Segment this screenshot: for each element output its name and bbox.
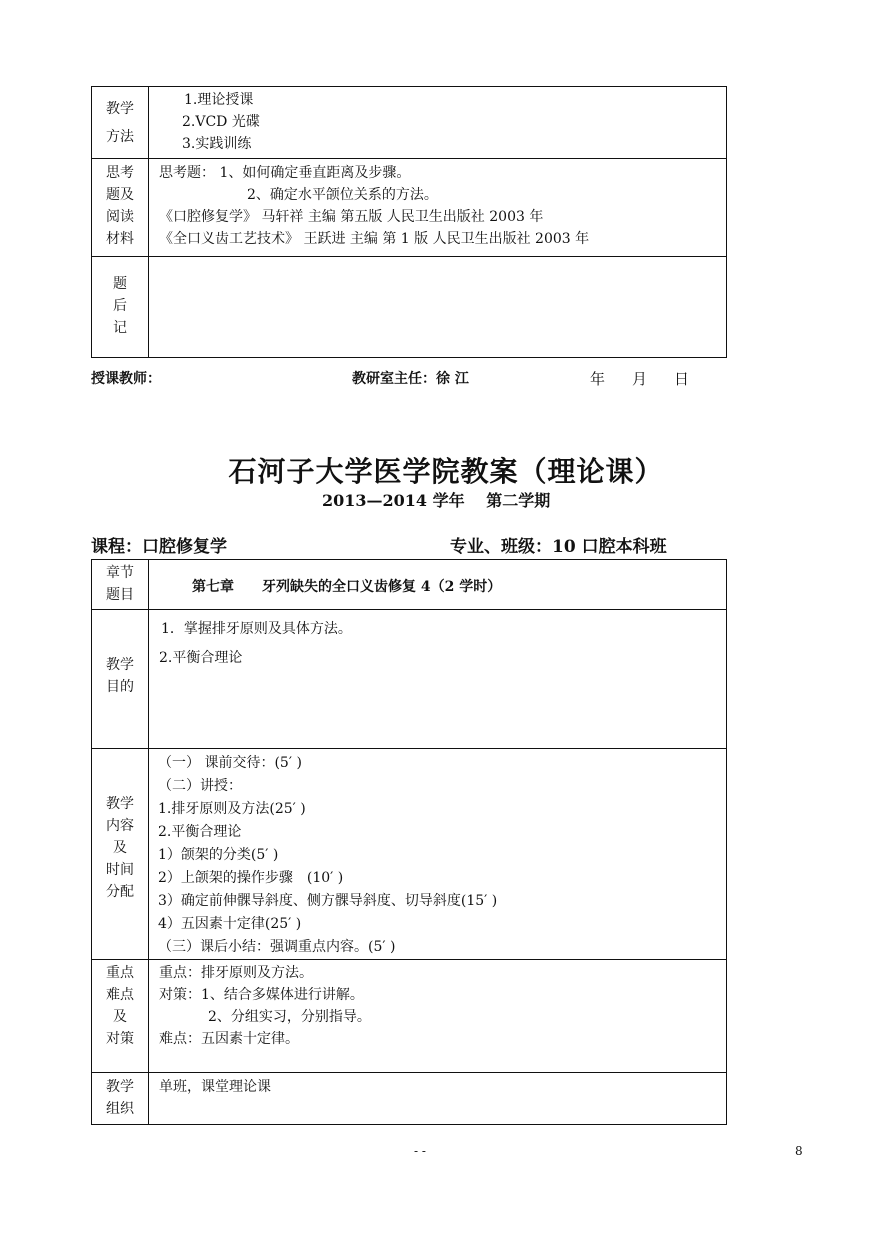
schedule-line: 2.平衡合理论 [158,824,242,840]
content-label-line: 内容 [106,818,134,834]
organization-value-cell [149,1073,727,1125]
postscript-label-line: 记 [113,320,127,336]
purpose-label-cell [92,610,149,749]
schedule-line: 2）上颌架的操作步骤 (10′ ) [158,870,344,886]
day-label: 日 [674,370,690,388]
year-label: 年 [590,370,606,388]
focus-line: 重点：排牙原则及方法。 [159,965,313,981]
chapter-value-cell [149,560,727,610]
schedule-line: 3）确定前伸髁导斜度、侧方髁导斜度、切导斜度(15′ ) [158,893,498,909]
focus-line: 2、分组实习，分别指导。 [208,1009,371,1025]
schedule-line: （二）讲授： [158,778,242,794]
director-label: 教研室主任：徐 江 [352,371,469,387]
thinking-row [92,159,727,257]
major-class-label: 专业、班级：10 口腔本科班 [450,537,667,557]
purpose-content-cell [149,610,727,749]
method-item: 2.VCD 光碟 [182,114,260,130]
content-label-line: 及 [113,840,127,856]
top-lesson-table [91,86,727,358]
chapter-label-cell [92,560,149,610]
purpose-label-line: 目的 [106,679,134,695]
postscript-content-cell [149,257,727,358]
schedule-line: 1.排牙原则及方法(25′ ) [158,801,306,817]
term-subtitle: 2013—2014 学年 第二学期 [322,491,551,510]
schedule-line: 4）五因素十定律(25′ ) [158,916,302,932]
focus-label-cell [92,960,149,1073]
thinking-label-line: 题及 [106,187,134,203]
focus-row [92,960,727,1073]
focus-label-line: 及 [113,1009,127,1025]
content-label-cell [92,749,149,960]
method-content-cell [149,87,727,159]
purpose-label-line: 教学 [106,657,134,673]
method-row [92,87,727,159]
teacher-label: 授课教师： [91,371,161,387]
purpose-item: 1．掌握排牙原则及具体方法。 [161,621,352,637]
chapter-label-line: 章节 [106,565,134,581]
thinking-label-cell [92,159,149,257]
question-line: 思考题： 1、如何确定垂直距离及步骤。 [159,165,411,181]
focus-content-cell [149,960,727,1073]
thinking-label-line: 材料 [106,231,134,247]
organization-row [92,1073,727,1125]
content-label-line: 教学 [106,796,134,812]
content-row [92,749,727,960]
postscript-label-line: 题 [113,276,127,292]
thinking-label-line: 阅读 [106,209,134,225]
lesson-plan-table [91,559,727,1125]
method-label-cell [92,87,149,159]
schedule-line: （一） 课前交待：(5′ ) [158,755,302,771]
purpose-row [92,610,727,749]
method-item: 1.理论授课 [184,92,254,108]
purpose-item: 2.平衡合理论 [159,650,243,666]
method-item: 3.实践训练 [182,136,252,152]
postscript-label-cell [92,257,149,358]
focus-line: 对策：1、结合多媒体进行讲解。 [159,987,364,1003]
thinking-content-cell [149,159,727,257]
method-label-line: 教学 [106,101,134,117]
reading-material: 《口腔修复学》 马轩祥 主编 第五版 人民卫生出版社 2003 年 [159,209,544,225]
organization-label-cell [92,1073,149,1125]
chapter-label-line: 题目 [106,587,134,603]
focus-label-line: 对策 [106,1031,134,1047]
postscript-label-line: 后 [113,298,127,314]
method-label-line: 方法 [106,129,134,145]
organization-label-line: 教学 [106,1079,134,1095]
schedule-line: （三）课后小结：强调重点内容。(5′ ) [158,939,396,955]
month-label: 月 [632,370,648,388]
focus-line: 难点：五因素十定律。 [159,1031,299,1047]
page-title: 石河子大学医学院教案（理论课） [228,455,664,488]
footer-center-mark: - - [414,1144,426,1158]
reading-material: 《全口义齿工艺技术》 王跃进 主编 第 1 版 人民卫生出版社 2003 年 [159,231,590,247]
content-schedule-cell [149,749,727,960]
course-label: 课程：口腔修复学 [91,537,227,557]
organization-label-line: 组织 [106,1101,134,1117]
question-line: 2、确定水平颌位关系的方法。 [247,187,438,203]
content-label-line: 分配 [106,884,134,900]
focus-label-line: 难点 [106,987,134,1003]
focus-label-line: 重点 [106,965,134,981]
content-label-line: 时间 [106,862,134,878]
chapter-title: 第七章 牙列缺失的全口义齿修复 4（2 学时） [192,579,502,595]
chapter-row [92,560,727,610]
schedule-line: 1）颌架的分类(5′ ) [158,847,279,863]
thinking-label-line: 思考 [106,165,134,181]
postscript-row [92,257,727,358]
page-number: 8 [795,1144,803,1158]
organization-value: 单班，课堂理论课 [159,1079,271,1095]
